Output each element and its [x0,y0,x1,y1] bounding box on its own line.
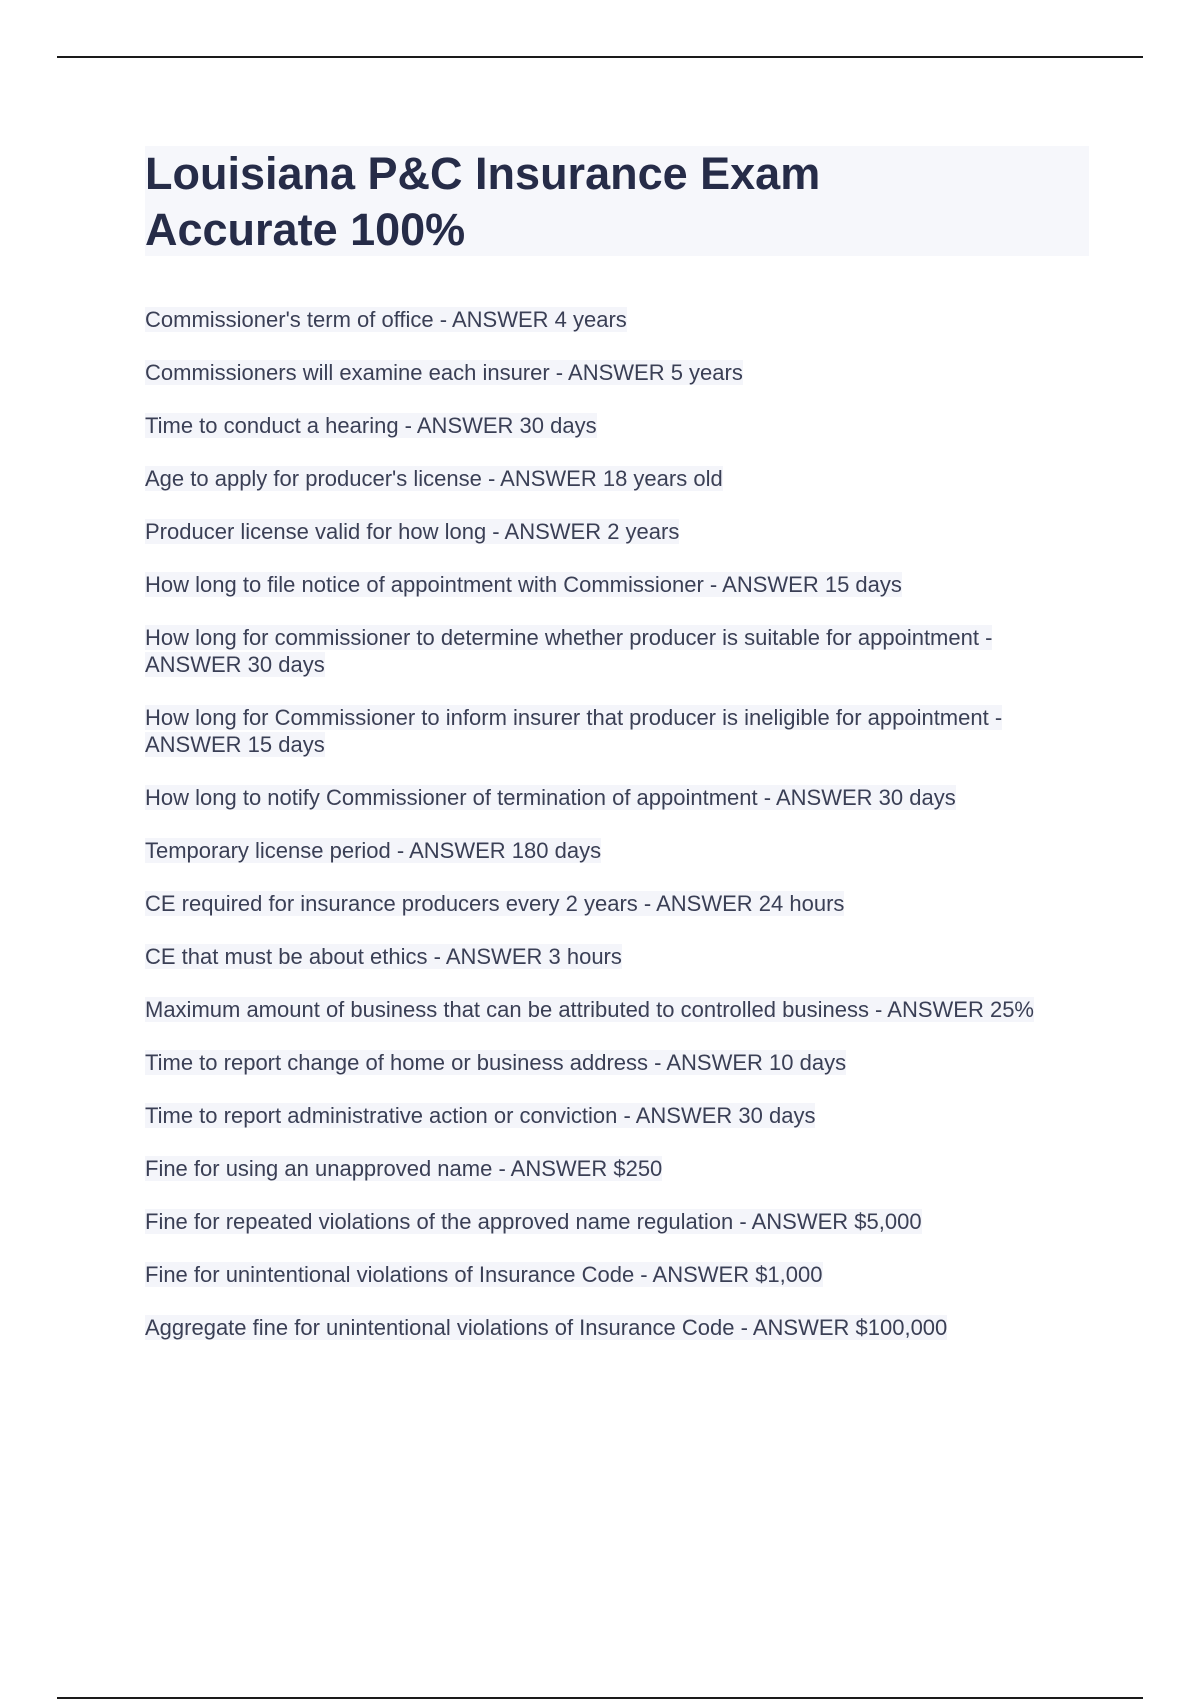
title-block [145,146,1089,256]
qa-text: CE that must be about ethics - ANSWER 3 hours [145,944,622,969]
list-item [145,412,1089,439]
list-item [145,996,1089,1023]
list-item [145,1314,1089,1341]
qa-text: How long for Commissioner to inform insurer that producer is ineligible for appointment - ANSWER 15 days [145,705,1003,757]
qa-text: How long for commissioner to determine whether producer is suitable for appointment - ANSWER 30 days [145,625,993,677]
list-item [145,306,1089,333]
title-line-2: Accurate 100% [145,204,466,255]
top-rule [57,56,1143,58]
qa-text: Aggregate fine for unintentional violations of Insurance Code - ANSWER $100,000 [145,1315,948,1340]
list-item [145,571,1089,598]
qa-text: Commissioner's term of office - ANSWER 4 years [145,307,627,332]
list-item [145,465,1089,492]
list-item [145,1261,1089,1288]
bottom-rule [57,1697,1143,1699]
list-item [145,1102,1089,1129]
qa-text: Producer license valid for how long - ANSWER 2 years [145,519,680,544]
qa-text: Fine for repeated violations of the approved name regulation - ANSWER $5,000 [145,1209,922,1234]
list-item [145,784,1089,811]
qa-list [145,306,1089,1341]
qa-text: Time to report change of home or business address - ANSWER 10 days [145,1050,847,1075]
qa-text: Fine for unintentional violations of Insurance Code - ANSWER $1,000 [145,1262,823,1287]
qa-text: CE required for insurance producers every 2 years - ANSWER 24 hours [145,891,845,916]
qa-text: Maximum amount of business that can be attributed to controlled business - ANSWER 25% [145,997,1034,1022]
list-item [145,837,1089,864]
list-item [145,1208,1089,1235]
list-item [145,624,1089,678]
qa-text: Time to conduct a hearing - ANSWER 30 days [145,413,597,438]
list-item [145,359,1089,386]
title-line-1: Louisiana P&C Insurance Exam [145,148,821,199]
document-body [145,146,1089,1367]
list-item [145,890,1089,917]
qa-text: Fine for using an unapproved name - ANSWER $250 [145,1156,663,1181]
list-item [145,704,1089,758]
list-item [145,518,1089,545]
qa-text: Age to apply for producer's license - ANSWER 18 years old [145,466,723,491]
qa-text: Time to report administrative action or conviction - ANSWER 30 days [145,1103,816,1128]
list-item [145,943,1089,970]
page-title [145,146,1089,258]
list-item [145,1155,1089,1182]
qa-text: Commissioners will examine each insurer - ANSWER 5 years [145,360,743,385]
list-item [145,1049,1089,1076]
qa-text: Temporary license period - ANSWER 180 days [145,838,602,863]
qa-text: How long to notify Commissioner of termination of appointment - ANSWER 30 days [145,785,956,810]
qa-text: How long to file notice of appointment with Commissioner - ANSWER 15 days [145,572,902,597]
